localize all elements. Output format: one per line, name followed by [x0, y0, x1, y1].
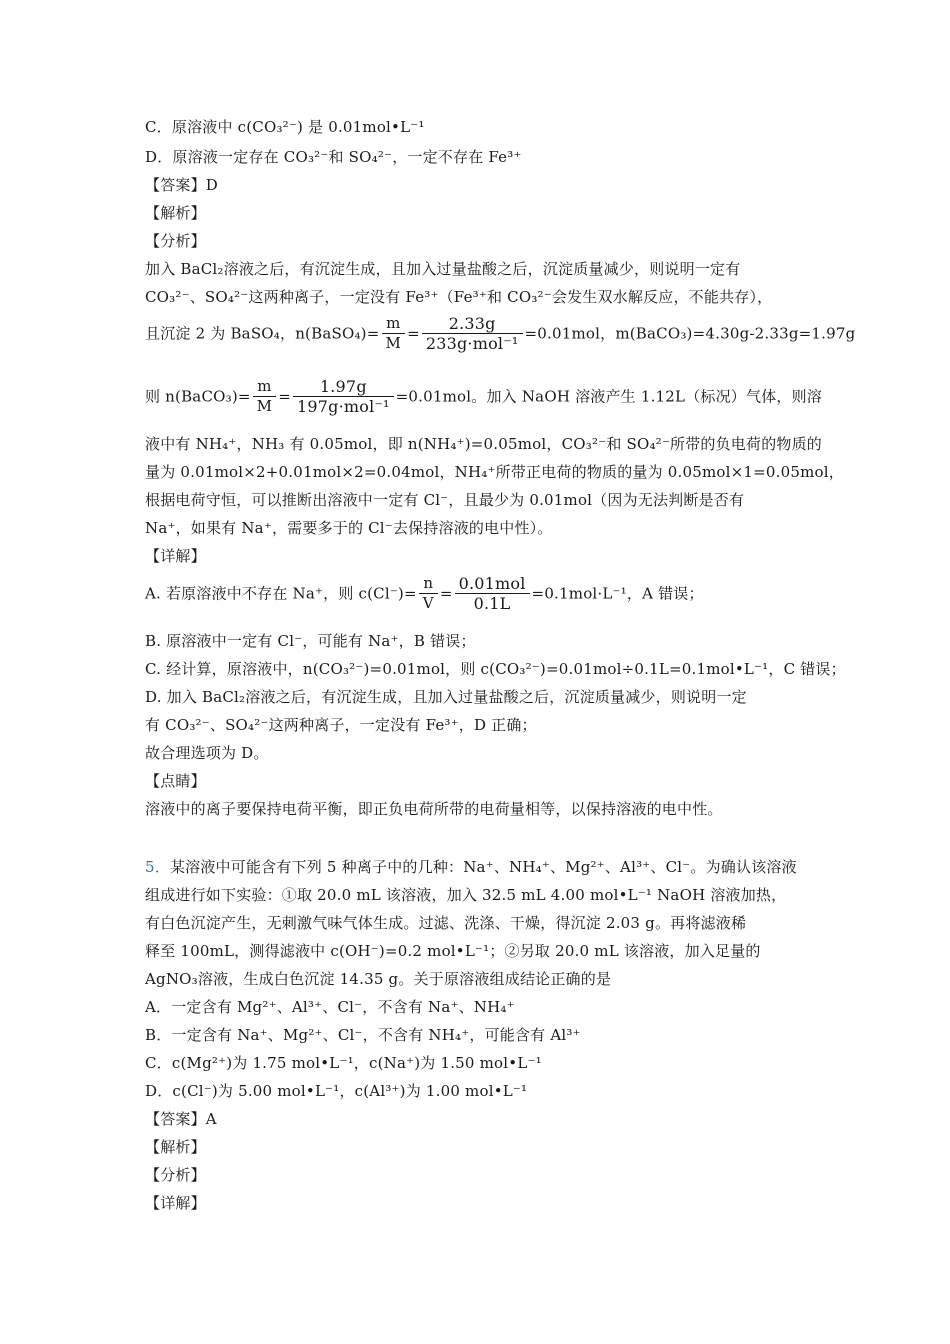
fraction-denominator: 0.1L — [473, 594, 511, 613]
option-c: C．c(Mg²⁺)为 1.75 mol•L⁻¹，c(Na⁺)为 1.50 mol•L⁻¹ — [145, 1054, 542, 1072]
analysis-line: 量为 0.01mol×2+0.01mol×2=0.04mol，NH₄⁺所带正电荷的物质的量为 0.05mol×1=0.05mol， — [145, 463, 844, 481]
fenxi-label: 【分析】 — [145, 232, 206, 250]
formula-line-baso4 — [145, 314, 855, 353]
jiexi-label: 【解析】 — [145, 204, 206, 222]
equals-sign: = — [407, 324, 420, 343]
analysis-line: 根据电荷守恒，可以推断出溶液中一定有 Cl⁻，且最少为 0.01mol（因为无法判断是否有 — [145, 491, 745, 509]
fraction-denominator: M — [256, 397, 273, 415]
dianjing-text: 溶液中的离子要保持电荷平衡，即正负电荷所带的电荷量相等，以保持溶液的电中性。 — [145, 800, 723, 818]
xiangjie-label: 【详解】 — [145, 1194, 206, 1212]
fraction-numerator: n — [419, 574, 438, 594]
question-stem-text: 某溶液中可能含有下列 5 种离子中的几种：Na⁺、NH₄⁺、Mg²⁺、Al³⁺、Cl⁻。为确认该溶液 — [169, 858, 797, 876]
fraction-numerator: m — [382, 314, 406, 334]
equals-sign: = — [278, 387, 291, 406]
answer-label: 【答案】D — [145, 176, 219, 194]
analysis-line: 加入 BaCl₂溶液之后，有沉淀生成，且加入过量盐酸之后，沉淀质量减少，则说明一定有 — [145, 260, 741, 278]
detail-line-c: C. 经计算，原溶液中，n(CO₃²⁻)=0.01mol，则 c(CO₃²⁻)=0.01mol÷0.1L=0.1mol•L⁻¹，C 错误； — [145, 660, 846, 678]
formula-prefix: 且沉淀 2 为 BaSO₄，n(BaSO₄)= — [145, 324, 380, 343]
analysis-line: 液中有 NH₄⁺，NH₃ 有 0.05mol，即 n(NH₄⁺)=0.05mol，CO₃²⁻和 SO₄²⁻所带的负电荷的物质的 — [145, 435, 823, 453]
fraction-denominator: 197g·mol⁻¹ — [297, 397, 390, 416]
formula-prefix: 则 n(BaCO₃)= — [145, 387, 251, 406]
fraction-value — [293, 377, 394, 416]
question-stem-line: 组成进行如下实验：①取 20.0 mL 该溶液，加入 32.5 mL 4.00 mol•L⁻¹ NaOH 溶液加热， — [145, 886, 787, 904]
option-c-line: C．原溶液中 c(CO₃²⁻) 是 0.01mol•L⁻¹ — [145, 118, 425, 136]
detail-line-d: D. 加入 BaCl₂溶液之后，有沉淀生成，且加入过量盐酸之后，沉淀质量减少，则说明一定 — [145, 688, 747, 706]
analysis-line: CO₃²⁻、SO₄²⁻这两种离子，一定没有 Fe³⁺（Fe³⁺和 CO₃²⁻会发生双水解反应，不能共存）， — [145, 288, 773, 306]
fraction-m-over-M — [382, 314, 406, 353]
conclusion-line: 故合理选项为 D。 — [145, 744, 269, 762]
question-stem-line: 释至 100mL，测得滤液中 c(OH⁻)=0.2 mol•L⁻¹；②另取 20.0 mL 该溶液，加入足量的 — [145, 942, 761, 960]
formula-line-cl — [145, 574, 704, 613]
jiexi-label: 【解析】 — [145, 1138, 206, 1156]
question-5-stem — [145, 857, 797, 877]
answer-label: 【答案】A — [145, 1110, 217, 1128]
formula-line-baco3 — [145, 377, 822, 416]
question-stem-line: AgNO₃溶液，生成白色沉淀 14.35 g。关于原溶液组成结论正确的是 — [145, 970, 612, 988]
fraction-n-over-V — [419, 574, 438, 613]
detail-line-d: 有 CO₃²⁻、SO₄²⁻这两种离子，一定没有 Fe³⁺，D 正确； — [145, 716, 537, 734]
formula-suffix: ，A 错误； — [626, 584, 704, 603]
option-d-line: D．原溶液一定存在 CO₃²⁻和 SO₄²⁻，一定不存在 Fe³⁺ — [145, 148, 522, 166]
option-b: B．一定含有 Na⁺、Mg²⁺、Cl⁻，不含有 NH₄⁺，可能含有 Al³⁺ — [145, 1026, 581, 1044]
formula-result: =0.01mol — [395, 387, 472, 406]
fraction-value — [455, 574, 530, 613]
equals-sign: = — [439, 584, 453, 603]
detail-line-b: B. 原溶液中一定有 Cl⁻，可能有 Na⁺，B 错误； — [145, 632, 476, 650]
fraction-numerator: 2.33g — [422, 314, 523, 334]
fraction-denominator: M — [385, 334, 402, 352]
fraction-numerator: m — [253, 377, 277, 397]
question-number: 5． — [145, 858, 170, 876]
formula-suffix: ，m(BaCO₃)=4.30g-2.33g=1.97g — [600, 324, 856, 343]
analysis-line: Na⁺，如果有 Na⁺，需要多于的 Cl⁻去保持溶液的电中性）。 — [145, 519, 553, 537]
fraction-numerator: 0.01mol — [455, 574, 530, 594]
question-stem-line: 有白色沉淀产生，无刺激气味气体生成。过滤、洗涤、干燥，得沉淀 2.03 g。再将滤液稀 — [145, 914, 747, 932]
option-d: D．c(Cl⁻)为 5.00 mol•L⁻¹，c(Al³⁺)为 1.00 mol•L⁻¹ — [145, 1082, 528, 1100]
formula-suffix: 。加入 NaOH 溶液产生 1.12L（标况）气体，则溶 — [471, 387, 822, 406]
fraction-numerator: 1.97g — [293, 377, 394, 397]
fraction-m-over-M — [253, 377, 277, 416]
fraction-denominator: V — [422, 594, 434, 612]
option-a: A．一定含有 Mg²⁺、Al³⁺、Cl⁻，不含有 Na⁺、NH₄⁺ — [145, 998, 515, 1016]
xiangjie-label: 【详解】 — [145, 547, 206, 565]
dianjing-label: 【点睛】 — [145, 772, 206, 790]
formula-result: =0.01mol — [524, 324, 601, 343]
fraction-denominator: 233g·mol⁻¹ — [425, 334, 519, 353]
formula-result: =0.1mol·L⁻¹ — [531, 584, 627, 603]
fenxi-label: 【分析】 — [145, 1166, 206, 1184]
formula-prefix: A. 若原溶液中不存在 Na⁺，则 c(Cl⁻)= — [145, 584, 417, 603]
fraction-value — [422, 314, 523, 353]
